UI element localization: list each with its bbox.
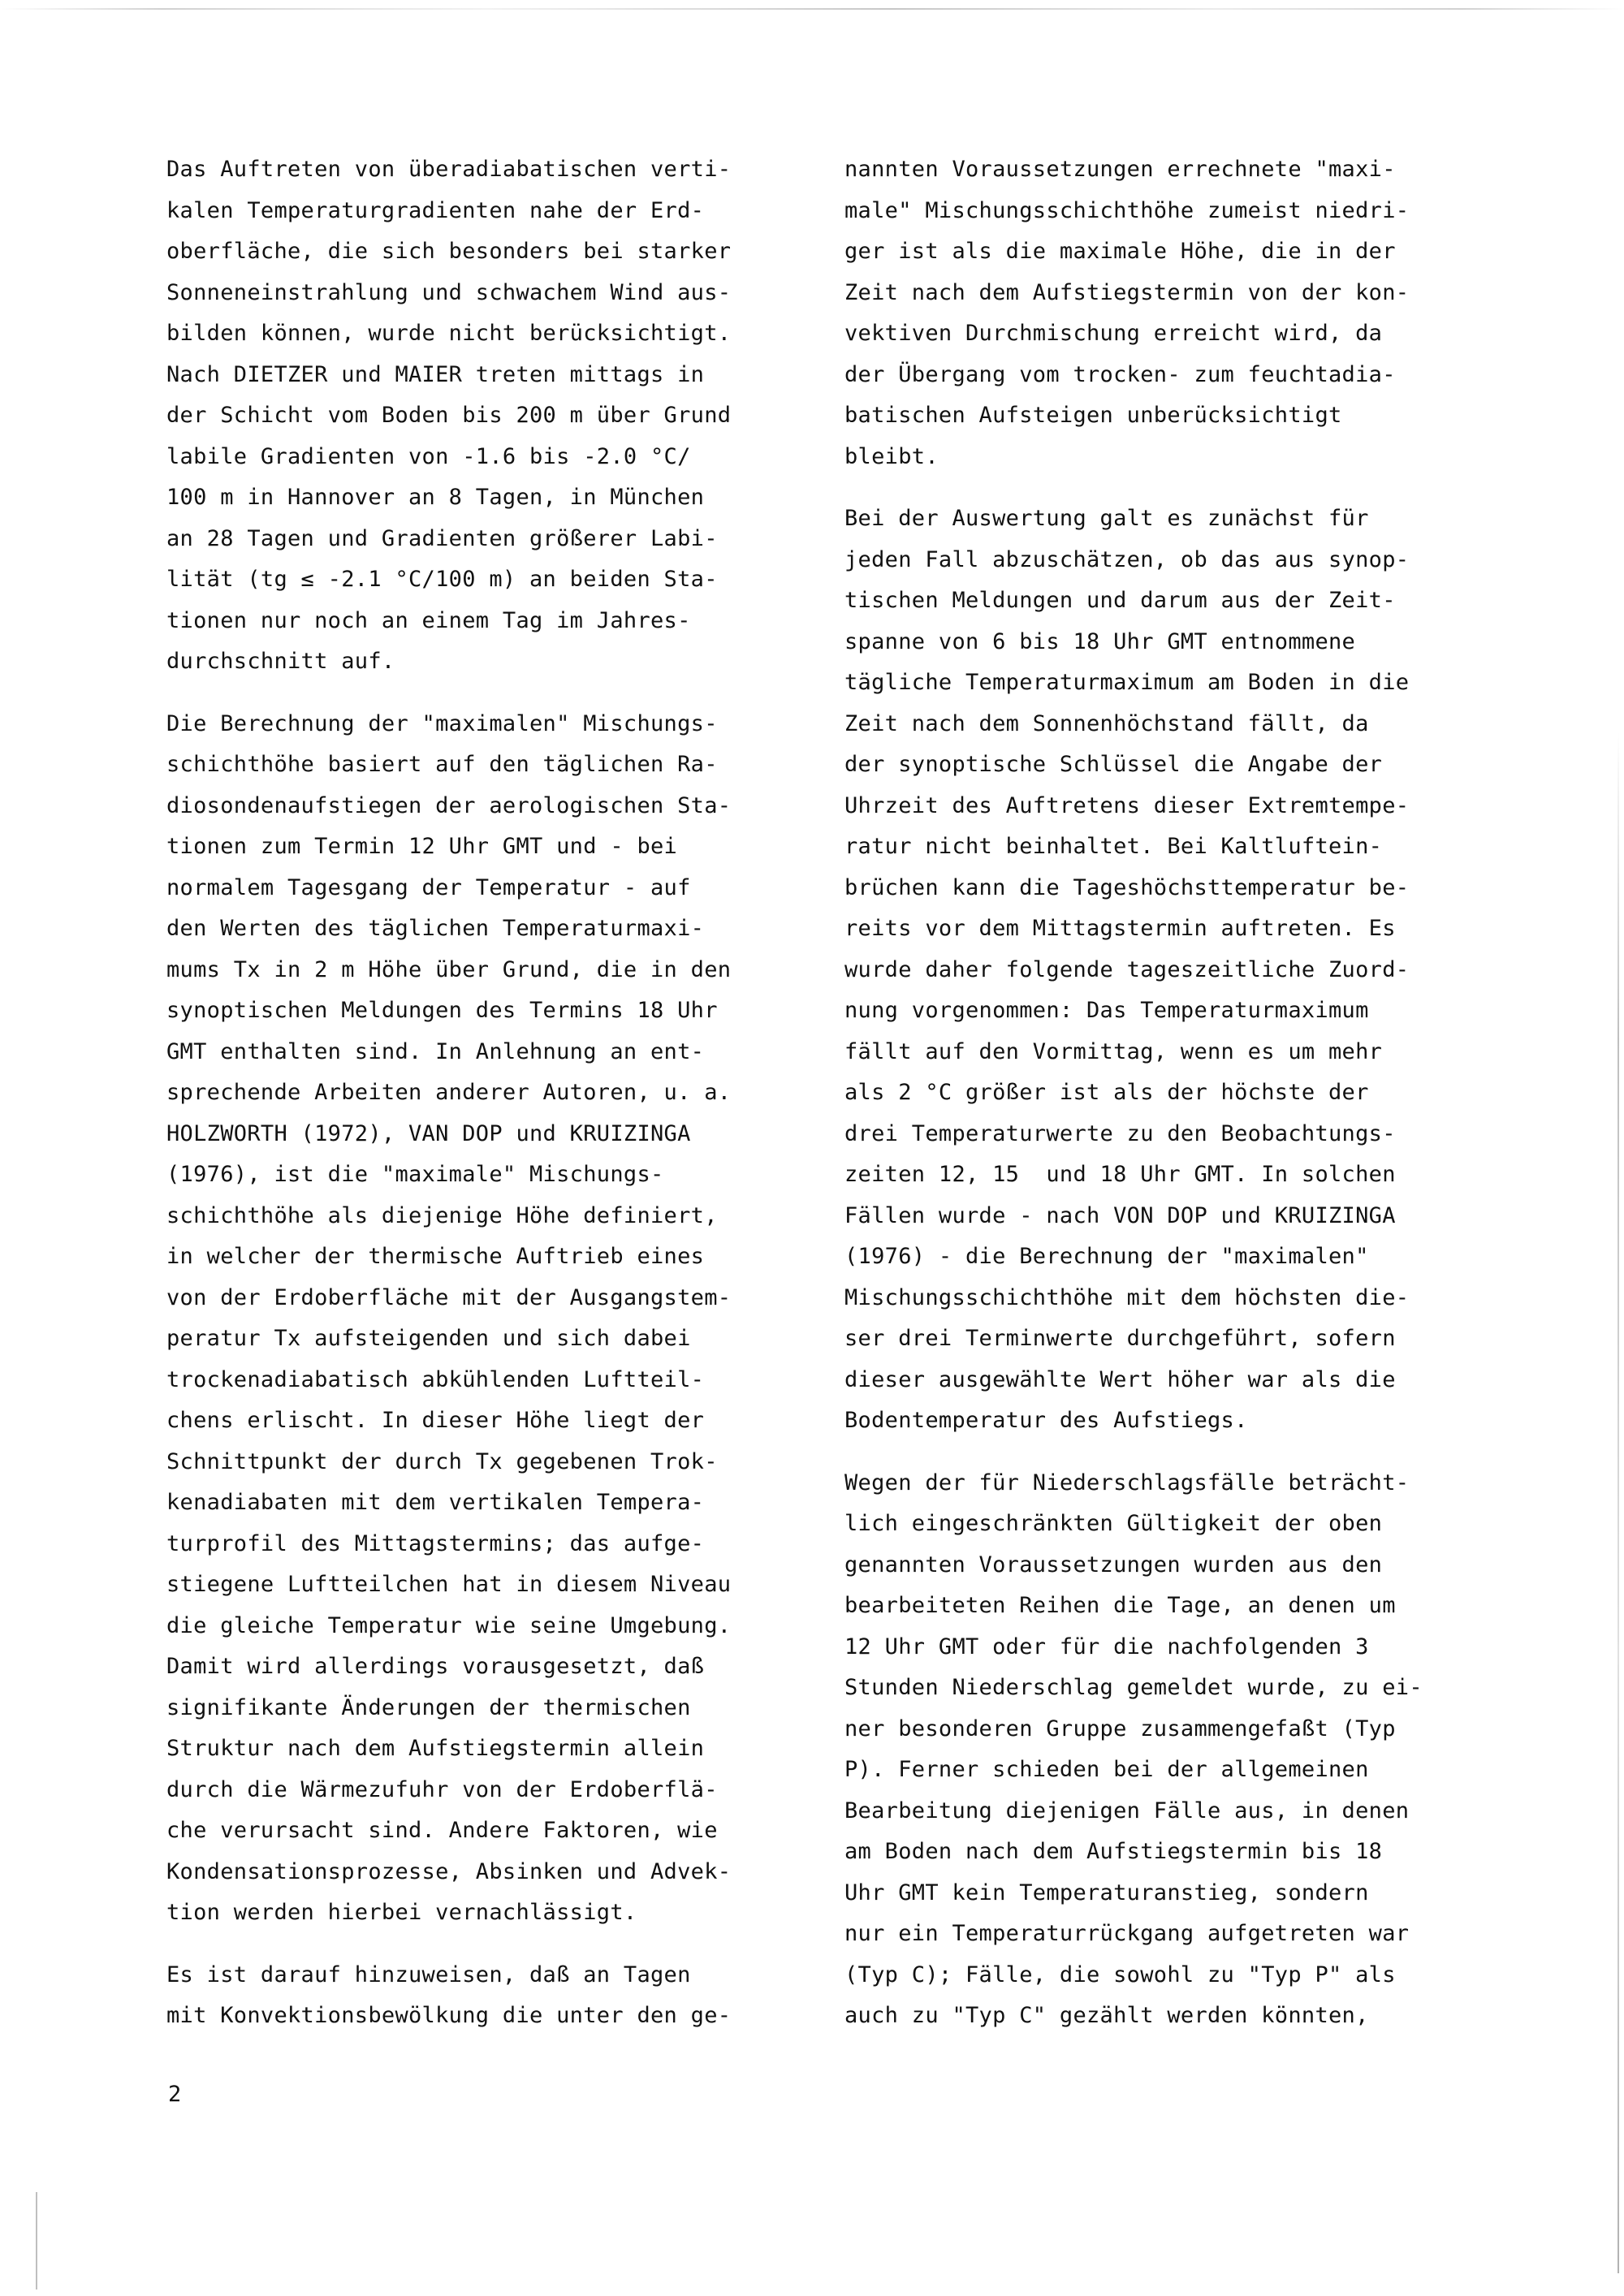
text-line: tion werden hierbei vernachlässigt.	[166, 1900, 637, 1925]
text-line: nung vorgenommen: Das Temperaturmaximum	[844, 998, 1369, 1023]
text-line: an 28 Tagen und Gradienten größerer Labi-	[166, 525, 718, 551]
text-line: Zeit nach dem Aufstiegstermin von der kon-	[844, 279, 1410, 305]
text-line: Bodentemperatur des Aufstiegs.	[844, 1408, 1248, 1433]
text-line: trockenadiabatisch abkühlenden Luftteil-	[166, 1366, 705, 1392]
right-text-column	[844, 149, 1486, 2058]
text-line: batischen Aufsteigen unberücksichtigt	[844, 403, 1342, 428]
text-line: Fällen wurde - nach VON DOP und KRUIZINGA	[844, 1202, 1396, 1228]
text-line: brüchen kann die Tageshöchsttemperatur be-	[844, 874, 1410, 900]
text-line: sprechende Arbeiten anderer Autoren, u. a.	[166, 1080, 732, 1105]
text-line: genannten Voraussetzungen wurden aus den	[844, 1552, 1383, 1577]
scan-artifact-top	[0, 8, 1624, 10]
text-line: ner besonderen Gruppe zusammengefaßt (Typ	[844, 1716, 1396, 1741]
text-line: bearbeiteten Reihen die Tage, an denen um	[844, 1593, 1396, 1618]
text-line: Zeit nach dem Sonnenhöchstand fällt, da	[844, 710, 1369, 736]
text-line: tionen zum Termin 12 Uhr GMT und - bei	[166, 834, 678, 859]
paragraph	[844, 1463, 1486, 2037]
text-line: Schnittpunkt der durch Tx gegebenen Trok-	[166, 1448, 718, 1474]
text-line: wurde daher folgende tageszeitliche Zuord-	[844, 956, 1410, 982]
text-line: jeden Fall abzuschätzen, ob das aus synop-	[844, 546, 1410, 572]
text-line: Damit wird allerdings vorausgesetzt, daß	[166, 1654, 705, 1679]
paragraph	[166, 149, 808, 683]
text-line: Bei der Auswertung galt es zunächst für	[844, 506, 1369, 531]
page-number: 2	[168, 2082, 182, 2107]
text-line: GMT enthalten sind. In Anlehnung an ent-	[166, 1038, 705, 1064]
text-line: kenadiabaten mit dem vertikalen Tempera-	[166, 1490, 705, 1515]
text-line: lität (tg ≤ -2.1 °C/100 m) an beiden Sta-	[166, 567, 718, 592]
text-line: der Übergang vom trocken- zum feuchtadia-	[844, 361, 1396, 387]
text-line: Kondensationsprozesse, Absinken und Advek-	[166, 1858, 732, 1884]
text-line: HOLZWORTH (1972), VAN DOP und KRUIZINGA	[166, 1120, 691, 1146]
text-line: bilden können, wurde nicht berücksichtigt.	[166, 321, 732, 346]
text-line: Das Auftreten von überadiabatischen verti-	[166, 157, 732, 182]
text-line: Es ist darauf hinzuweisen, daß an Tagen	[166, 1962, 691, 1987]
text-line: (Typ C); Fälle, die sowohl zu "Typ P" als	[844, 1962, 1396, 1987]
text-line: Mischungsschichthöhe mit dem höchsten die-	[844, 1284, 1410, 1310]
text-line: Uhr GMT kein Temperaturanstieg, sondern	[844, 1880, 1369, 1905]
text-line: Stunden Niederschlag gemeldet wurde, zu ei-	[844, 1675, 1423, 1700]
text-line: Struktur nach dem Aufstiegstermin allein	[166, 1736, 705, 1761]
text-line: signifikante Änderungen der thermischen	[166, 1694, 691, 1720]
text-line: P). Ferner schieden bei der allgemeinen	[844, 1757, 1369, 1782]
text-line: reits vor dem Mittagstermin auftreten. Es	[844, 916, 1396, 941]
text-line: Bearbeitung diejenigen Fälle aus, in denen	[844, 1798, 1410, 1823]
text-line: stiegene Luftteilchen hat in diesem Niveau	[166, 1572, 732, 1597]
text-line: die gleiche Temperatur wie seine Umgebung.	[166, 1612, 732, 1638]
text-line: am Boden nach dem Aufstiegstermin bis 18	[844, 1839, 1383, 1864]
text-line: vektiven Durchmischung erreicht wird, da	[844, 321, 1383, 346]
text-line: synoptischen Meldungen des Termins 18 Uhr	[166, 998, 718, 1023]
text-line: als 2 °C größer ist als der höchste der	[844, 1080, 1369, 1105]
text-line: peratur Tx aufsteigenden und sich dabei	[166, 1326, 691, 1351]
text-line: kalen Temperaturgradienten nahe der Erd-	[166, 197, 705, 223]
text-line: diosondenaufstiegen der aerologischen Sta-	[166, 792, 732, 818]
text-line: spanne von 6 bis 18 Uhr GMT entnommene	[844, 628, 1356, 654]
text-line: lich eingeschränkten Gültigkeit der oben	[844, 1511, 1383, 1536]
text-line: 100 m in Hannover an 8 Tagen, in München	[166, 485, 705, 510]
text-line: labile Gradienten von -1.6 bis -2.0 °C/	[166, 443, 691, 469]
text-line: fällt auf den Vormittag, wenn es um mehr	[844, 1038, 1383, 1064]
text-line: drei Temperaturwerte zu den Beobachtungs-	[844, 1120, 1396, 1146]
text-line: male" Mischungsschichthöhe zumeist niedri-	[844, 197, 1410, 223]
text-line: mums Tx in 2 m Höhe über Grund, die in den	[166, 956, 732, 982]
text-line: tischen Meldungen und darum aus der Zeit-	[844, 588, 1396, 613]
text-line: bleibt.	[844, 443, 939, 469]
text-line: nur ein Temperaturrückgang aufgetreten war	[844, 1921, 1410, 1946]
text-line: auch zu "Typ C" gezählt werden könnten,	[844, 2003, 1369, 2028]
text-line: schichthöhe basiert auf den täglichen Ra-	[166, 752, 718, 777]
text-line: durchschnitt auf.	[166, 649, 395, 674]
text-line: ser drei Terminwerte durchgeführt, sofern	[844, 1326, 1396, 1351]
text-line: Uhrzeit des Auftretens dieser Extremtempe-	[844, 792, 1410, 818]
text-line: durch die Wärmezufuhr von der Erdoberflä-	[166, 1776, 718, 1802]
text-line: ger ist als die maximale Höhe, die in der	[844, 239, 1396, 264]
text-line: der synoptische Schlüssel die Angabe der	[844, 752, 1383, 777]
text-line: Nach DIETZER und MAIER treten mittags in	[166, 361, 705, 387]
left-text-column	[166, 149, 808, 2058]
text-line: (1976) - die Berechnung der "maximalen"	[844, 1244, 1369, 1269]
scan-artifact-right	[1618, 731, 1619, 2273]
text-line: den Werten des täglichen Temperaturmaxi-	[166, 916, 705, 941]
text-line: tionen nur noch an einem Tag im Jahres-	[166, 607, 691, 633]
text-line: normalem Tagesgang der Temperatur - auf	[166, 874, 691, 900]
scan-artifact-left	[36, 2192, 37, 2290]
paragraph	[844, 149, 1486, 477]
text-line: turprofil des Mittagstermins; das aufge-	[166, 1530, 705, 1556]
text-line: schichthöhe als diejenige Höhe definiert,	[166, 1202, 718, 1228]
text-line: 12 Uhr GMT oder für die nachfolgenden 3	[844, 1634, 1369, 1659]
text-line: chens erlischt. In dieser Höhe liegt der	[166, 1408, 705, 1433]
text-line: Die Berechnung der "maximalen" Mischungs-	[166, 710, 718, 736]
text-line: mit Konvektionsbewölkung die unter den ge-	[166, 2003, 732, 2028]
text-line: ratur nicht beinhaltet. Bei Kaltluftein-	[844, 834, 1383, 859]
text-line: in welcher der thermische Auftrieb eines	[166, 1244, 705, 1269]
text-line: Sonneneinstrahlung und schwachem Wind aus-	[166, 279, 732, 305]
paragraph	[166, 1955, 808, 2037]
text-line: nannten Voraussetzungen errechnete "maxi-	[844, 157, 1396, 182]
text-line: der Schicht vom Boden bis 200 m über Grund	[166, 403, 732, 428]
text-line: (1976), ist die "maximale" Mischungs-	[166, 1162, 664, 1187]
paragraph	[844, 498, 1486, 1442]
text-line: tägliche Temperaturmaximum am Boden in die	[844, 670, 1410, 695]
text-line: Wegen der für Niederschlagsfälle beträcht-	[844, 1470, 1410, 1495]
paragraph	[166, 704, 808, 1934]
text-line: che verursacht sind. Andere Faktoren, wie	[166, 1818, 718, 1843]
text-line: oberfläche, die sich besonders bei starker	[166, 239, 732, 264]
text-line: dieser ausgewählte Wert höher war als die	[844, 1366, 1396, 1392]
text-line: zeiten 12, 15 und 18 Uhr GMT. In solchen	[844, 1162, 1396, 1187]
text-line: von der Erdoberfläche mit der Ausgangstem-	[166, 1284, 732, 1310]
